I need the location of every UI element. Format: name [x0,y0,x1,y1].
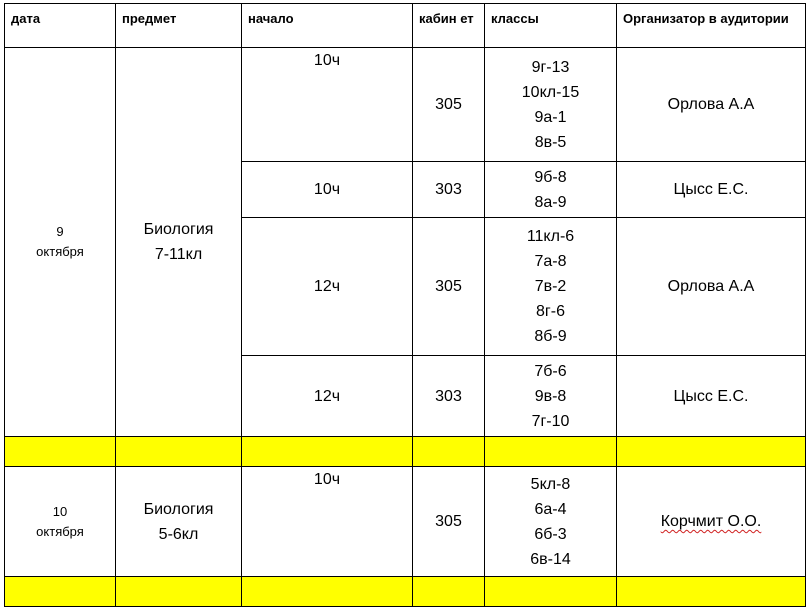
header-organizer: Организатор в аудитории [617,4,806,48]
room-cell: 305 [413,218,485,356]
classes-cell [485,162,617,218]
class-item: 9г-13 [531,58,570,76]
class-item: 8г-6 [536,303,565,320]
organizer-cell: Орлова А.А [617,218,806,356]
class-item: 9в-8 [534,387,567,405]
subject-grades: 7-11кл [154,246,203,263]
separator-cell [242,577,413,607]
class-item: 8б-9 [534,328,567,345]
start-cell: 12ч [242,218,413,356]
subject-name: Биология [143,221,214,238]
class-item: 8а-9 [534,193,567,211]
table-row [5,467,806,577]
start-cell: 10ч [242,48,413,162]
header-start: начало [242,4,413,48]
date-day: 9 [56,224,64,239]
start-cell: 10ч [242,467,413,577]
organizer-cell: Цысс Е.С. [617,356,806,437]
class-item: 9а-1 [534,108,567,126]
date-cell [5,467,116,577]
classes-cell [485,48,617,162]
class-item: 5кл-8 [530,475,571,493]
separator-cell [413,437,485,467]
subject-name: Биология [143,500,214,518]
organizer-cell: Цысс Е.С. [617,162,806,218]
header-room: кабин ет [413,4,485,48]
organizer-cell: Орлова А.А [617,48,806,162]
separator-cell [485,437,617,467]
separator-cell [617,437,806,467]
date-day: 10 [52,503,68,519]
table-row [5,48,806,162]
date-cell [5,48,116,437]
class-item: 9б-8 [534,168,567,186]
subject-cell [116,467,242,577]
classes-cell [485,356,617,437]
class-item: 10кл-15 [521,83,580,101]
separator-cell [5,437,116,467]
header-date: дата [5,4,116,48]
separator-cell [116,577,242,607]
subject-cell [116,48,242,437]
schedule-table [4,3,806,607]
room-cell: 303 [413,162,485,218]
organizer-cell [617,467,806,577]
separator-cell [617,577,806,607]
start-cell: 12ч [242,356,413,437]
class-item: 7г-10 [531,412,570,430]
separator-cell [242,437,413,467]
header-row [5,4,806,48]
separator-row [5,437,806,467]
class-item: 6в-14 [530,550,571,568]
separator-cell [116,437,242,467]
header-subject: предмет [116,4,242,48]
date-month: октября [36,523,84,539]
separator-cell [5,577,116,607]
class-item: 6б-3 [534,525,567,543]
class-item: 8в-5 [534,133,567,151]
class-item: 7б-6 [534,362,567,380]
date-month: октября [36,244,84,259]
room-cell: 305 [413,48,485,162]
start-cell: 10ч [242,162,413,218]
header-classes: классы [485,4,617,48]
class-item: 6а-4 [534,500,567,518]
class-item: 11кл-6 [526,228,575,245]
room-cell: 305 [413,467,485,577]
room-cell: 303 [413,356,485,437]
class-item: 7в-2 [534,278,567,295]
organizer-name: Корчмит О.О. [660,513,762,530]
subject-grades: 5-6кл [158,525,199,543]
classes-cell [485,467,617,577]
separator-row [5,577,806,607]
class-item: 7а-8 [534,253,567,270]
separator-cell [485,577,617,607]
separator-cell [413,577,485,607]
classes-cell [485,218,617,356]
